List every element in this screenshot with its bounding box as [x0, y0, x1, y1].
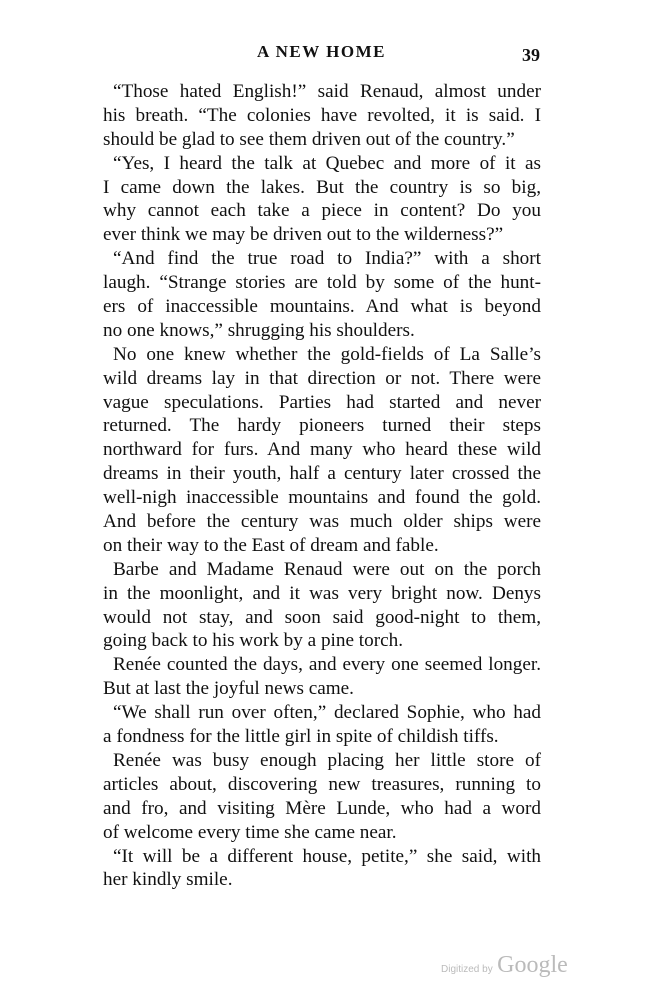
- text-line: northward for furs. And many who heard these wild: [103, 439, 541, 461]
- text-line: vague speculations. Parties had started and never: [103, 391, 541, 413]
- text-line: But at last the joyful news came.: [103, 678, 354, 700]
- running-title: A NEW HOME: [257, 42, 386, 61]
- text-line: should be glad to see them driven out of the country.”: [103, 128, 515, 150]
- text-line: dreams in their youth, half a century later crossed the: [103, 463, 541, 485]
- text-line: Renée was busy enough placing her little store of: [113, 749, 541, 771]
- text-line: “Those hated English!” said Renaud, almost under: [113, 81, 541, 102]
- text-line: “And find the true road to India?” with a short: [113, 248, 541, 270]
- text-line: and fro, and visiting Mère Lunde, who had a word: [103, 797, 541, 819]
- paragraph: [103, 80, 541, 152]
- text-line: I came down the lakes. But the country is so big,: [103, 176, 541, 198]
- paragraph: [103, 247, 541, 343]
- text-line: “We shall run over often,” declared Sophie, who had: [113, 702, 541, 724]
- text-line: no one knows,” shrugging his shoulders.: [103, 319, 415, 341]
- text-line: her kindly smile.: [103, 869, 233, 891]
- paragraph: [103, 701, 541, 749]
- paragraph: [103, 653, 541, 701]
- paragraph: [103, 845, 541, 893]
- text-line: wild dreams lay in that direction or not. There were: [103, 367, 541, 389]
- text-line: articles about, discovering new treasures, running to: [103, 773, 541, 795]
- digitized-by-google-watermark: [441, 952, 568, 979]
- text-line: laugh. “Strange stories are told by some of the hunt-: [103, 272, 541, 294]
- text-line: a fondness for the little girl in spite of childish tiffs.: [103, 726, 499, 748]
- page-body: [103, 80, 541, 892]
- text-line: in the moonlight, and it was very bright now. Denys: [103, 582, 541, 604]
- paragraph: [103, 152, 541, 248]
- text-line: on their way to the East of dream and fable.: [103, 534, 439, 556]
- text-line: well-nigh inaccessible mountains and found the gold.: [103, 487, 541, 509]
- text-line: going back to his work by a pine torch.: [103, 630, 404, 652]
- text-line: of welcome every time she came near.: [103, 821, 397, 843]
- text-line: “Yes, I heard the talk at Quebec and more of it as: [113, 152, 541, 174]
- watermark-prefix: Digitized by: [441, 964, 493, 975]
- text-line: ers of inaccessible mountains. And what is beyond: [103, 296, 541, 318]
- watermark-brand: Google: [497, 952, 568, 978]
- page-number: 39: [522, 45, 540, 65]
- running-header: [103, 42, 540, 68]
- text-line: Renée counted the days, and every one seemed longer.: [113, 654, 541, 676]
- text-line: And before the century was much older ships were: [103, 511, 541, 533]
- paragraph: [103, 749, 541, 845]
- text-line: No one knew whether the gold-fields of La Salle’s: [113, 343, 541, 365]
- text-line: his breath. “The colonies have revolted, it is said. I: [103, 104, 541, 126]
- text-line: Barbe and Madame Renaud were out on the porch: [113, 558, 541, 580]
- paragraph: [103, 343, 541, 558]
- text-line: returned. The hardy pioneers turned their steps: [103, 415, 541, 437]
- text-line: ever think we may be driven out to the wilderness?”: [103, 224, 504, 246]
- paragraph: [103, 558, 541, 654]
- text-line: would not stay, and soon said good-night to them,: [103, 606, 541, 628]
- text-line: why cannot each take a piece in content? Do you: [103, 200, 541, 222]
- text-line: “It will be a different house, petite,” she said, with: [113, 845, 541, 867]
